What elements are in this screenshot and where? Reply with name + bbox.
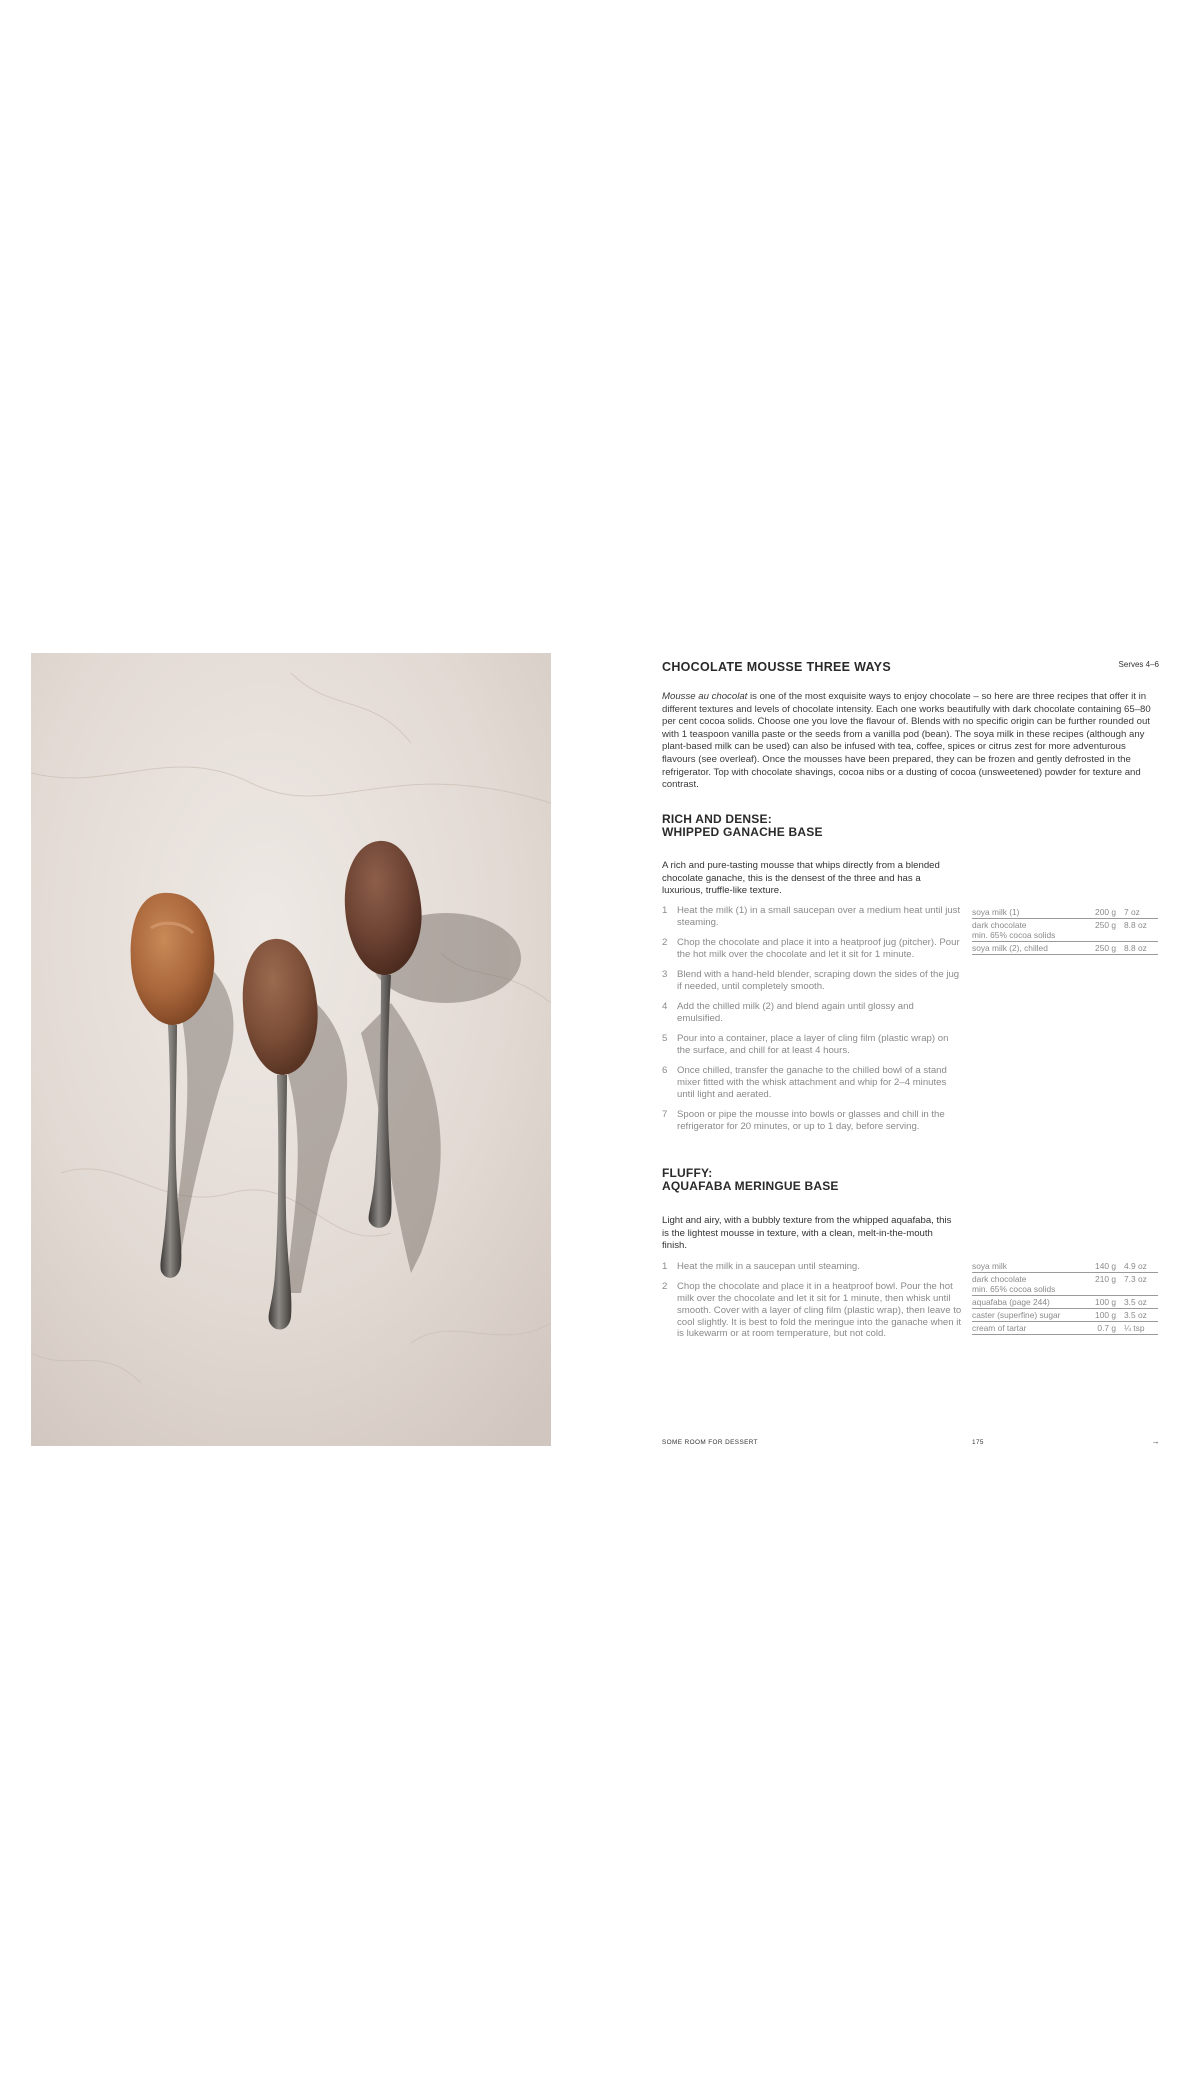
footer-section-title: SOME ROOM FOR DESSERT bbox=[662, 1439, 758, 1446]
ingredient-imperial: 8.8 oz bbox=[1124, 943, 1147, 953]
section2-heading bbox=[662, 1167, 839, 1193]
ingredient-metric: 100 g bbox=[1095, 1297, 1116, 1307]
ingredient-name bbox=[972, 943, 1088, 953]
ingredient-imperial: ¼ tsp bbox=[1124, 1323, 1145, 1333]
ingredient-imperial: 8.8 oz bbox=[1124, 920, 1147, 930]
photo-spoons-mousse bbox=[31, 653, 551, 1446]
ingredient-metric: 100 g bbox=[1095, 1310, 1116, 1320]
ingredient-name-line: aquafaba (page 244) bbox=[972, 1297, 1050, 1307]
ingredient-name bbox=[972, 1274, 1088, 1294]
page-title: CHOCOLATE MOUSSE THREE WAYS bbox=[662, 660, 891, 674]
ingredient-name-line: dark chocolate bbox=[972, 1274, 1027, 1284]
method-step bbox=[662, 1065, 962, 1100]
ingredient-imperial: 7 oz bbox=[1124, 907, 1140, 917]
section2-heading-line2: AQUAFABA MERINGUE BASE bbox=[662, 1179, 839, 1193]
ingredient-name-line: soya milk bbox=[972, 1261, 1007, 1271]
section1-heading-line2: WHIPPED GANACHE BASE bbox=[662, 825, 823, 839]
step-number: 3 bbox=[662, 969, 668, 981]
ingredient-row bbox=[972, 919, 1158, 942]
step-text: Chop the chocolate and place it into a heatproof jug (pitcher). Pour the hot milk over the chocolate and let it sit for 1 minute. bbox=[677, 937, 960, 960]
ingredient-imperial: 7.3 oz bbox=[1124, 1274, 1147, 1284]
section2-lead: Light and airy, with a bubbly texture from the whipped aquafaba, this is the lightest mousse in texture, with a clean, melt-in-the-mouth finish. bbox=[662, 1215, 952, 1251]
ingredient-metric: 140 g bbox=[1095, 1261, 1116, 1271]
ingredient-metric: 0.7 g bbox=[1097, 1323, 1116, 1333]
ingredient-row bbox=[972, 1260, 1158, 1273]
ingredient-name-line: soya milk (2), chilled bbox=[972, 943, 1048, 953]
section1-heading-line1: RICH AND DENSE: bbox=[662, 812, 772, 826]
intro-text: is one of the most exquisite ways to enjoy chocolate – so here are three recipes that offer it in different textures and levels of chocolate intensity. Each one works beautifully with dark chocolate containing 65–80 per cent cocoa solids. Choose one you love the flavour of. Blends with no specific origin can be further rounded out with 1 teaspoon vanilla paste or the seeds from a vanilla pod (bean). The soya milk in these recipes (although any plant-based milk can be used) can also be infused with tea, coffee, spices or citrus zest for more adventurous flavours (see overleaf). Once the mousses have been prepared, they can be frozen and gently defrosted in the refrigerator. Top with chocolate shavings, cocoa nibs or a dusting of cocoa (unsweetened) powder for texture and contrast. bbox=[662, 691, 1151, 791]
step-text: Heat the milk (1) in a small saucepan over a medium heat until just steaming. bbox=[677, 905, 961, 928]
ingredient-name bbox=[972, 1310, 1088, 1320]
page-number: 175 bbox=[972, 1439, 984, 1446]
step-number: 7 bbox=[662, 1109, 668, 1121]
next-page-arrow: → bbox=[1151, 1437, 1160, 1446]
step-text: Once chilled, transfer the ganache to the chilled bowl of a stand mixer fitted with the whisk attachment and whip for 2–4 minutes until light and aerated. bbox=[677, 1065, 947, 1101]
ingredient-name-line: soya milk (1) bbox=[972, 907, 1020, 917]
method-step bbox=[662, 1261, 962, 1273]
step-text: Add the chilled milk (2) and blend again until glossy and emulsified. bbox=[677, 1001, 914, 1025]
step-text: Chop the chocolate and place it in a heatproof bowl. Pour the hot milk over the chocolate and let it sit for 1 minute, then whisk until smooth. Cover with a layer of cling film (plastic wrap), then leave to cool slightly. It is best to fold the meringue into the ganache when it is lukewarm or at room temperature, but not cold. bbox=[677, 1281, 962, 1340]
step-text: Pour into a container, place a layer of cling film (plastic wrap) on the surface, and chill for at least 4 hours. bbox=[677, 1033, 949, 1057]
ingredient-imperial: 3.5 oz bbox=[1124, 1310, 1147, 1320]
mousse-spoons-illustration bbox=[31, 653, 551, 1446]
ingredient-imperial: 3.5 oz bbox=[1124, 1297, 1147, 1307]
step-number: 2 bbox=[662, 937, 668, 949]
method-step bbox=[662, 937, 962, 961]
step-number: 6 bbox=[662, 1065, 668, 1077]
ingredient-name-line: cream of tartar bbox=[972, 1323, 1027, 1333]
step-number: 1 bbox=[662, 905, 668, 916]
ingredient-name-note: min. 65% cocoa solids bbox=[972, 1284, 1056, 1294]
ingredient-metric: 250 g bbox=[1095, 943, 1116, 953]
ingredient-name bbox=[972, 1261, 1088, 1271]
section1-lead: A rich and pure-tasting mousse that whips directly from a blended chocolate ganache, this is the densest of the three and has a luxurious, truffle-like texture. bbox=[662, 860, 940, 896]
step-text: Blend with a hand-held blender, scraping down the sides of the jug if needed, until completely smooth. bbox=[677, 969, 960, 992]
ingredient-name bbox=[972, 1297, 1088, 1307]
section1-ingredients bbox=[972, 906, 1158, 955]
section2-method bbox=[662, 1261, 962, 1349]
method-step bbox=[662, 1033, 962, 1057]
ingredient-imperial: 4.9 oz bbox=[1124, 1261, 1147, 1271]
section1-method bbox=[662, 905, 962, 1141]
ingredient-row bbox=[972, 1296, 1158, 1309]
ingredient-row bbox=[972, 1309, 1158, 1322]
method-step bbox=[662, 1281, 962, 1340]
section2-ingredients bbox=[972, 1260, 1158, 1335]
method-step bbox=[662, 1001, 962, 1025]
step-number: 4 bbox=[662, 1001, 668, 1013]
step-number: 2 bbox=[662, 1281, 668, 1293]
ingredient-name-line: caster (superfine) sugar bbox=[972, 1310, 1061, 1320]
step-number: 1 bbox=[662, 1261, 668, 1272]
method-step bbox=[662, 905, 962, 929]
method-step bbox=[662, 969, 962, 993]
ingredient-row bbox=[972, 942, 1158, 955]
serves-label: Serves 4–6 bbox=[1118, 660, 1159, 669]
ingredient-name bbox=[972, 920, 1088, 940]
method-step bbox=[662, 1109, 962, 1133]
ingredient-name-line: dark chocolate bbox=[972, 920, 1027, 930]
step-text: Heat the milk in a saucepan until steaming. bbox=[677, 1261, 860, 1272]
intro-italic: Mousse au chocolat bbox=[662, 691, 748, 702]
section1-heading bbox=[662, 813, 823, 839]
section2-heading-line1: FLUFFY: bbox=[662, 1166, 713, 1180]
recipe-page bbox=[662, 653, 1162, 1453]
ingredient-metric: 200 g bbox=[1095, 907, 1116, 917]
ingredient-row bbox=[972, 1273, 1158, 1296]
intro-paragraph bbox=[662, 691, 1162, 792]
ingredient-metric: 250 g bbox=[1095, 920, 1116, 930]
ingredient-name bbox=[972, 1323, 1088, 1333]
ingredient-name bbox=[972, 907, 1088, 917]
ingredient-metric: 210 g bbox=[1095, 1274, 1116, 1284]
ingredient-name-note: min. 65% cocoa solids bbox=[972, 930, 1056, 940]
ingredient-row bbox=[972, 1322, 1158, 1335]
step-text: Spoon or pipe the mousse into bowls or glasses and chill in the refrigerator for 20 minutes, or up to 1 day, before serving. bbox=[677, 1109, 945, 1133]
step-number: 5 bbox=[662, 1033, 668, 1045]
ingredient-row bbox=[972, 906, 1158, 919]
